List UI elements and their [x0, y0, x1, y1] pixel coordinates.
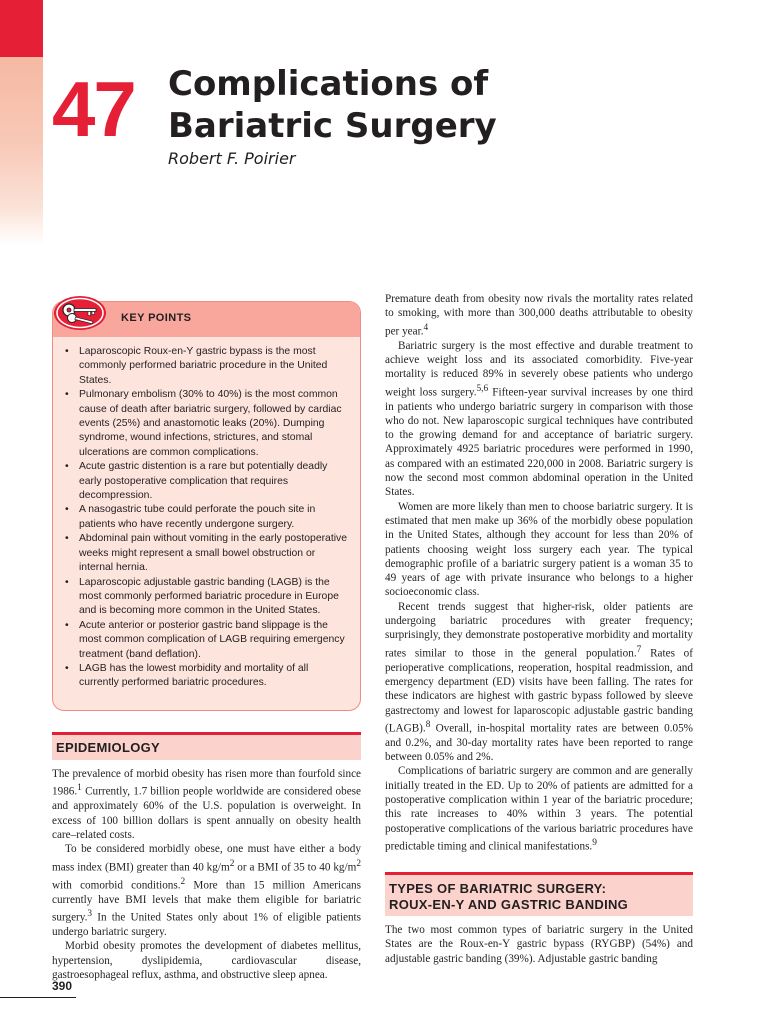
keys-icon [52, 294, 108, 332]
left-column-body [52, 767, 361, 982]
types-body [385, 923, 693, 966]
epidemiology-paragraph-3: Morbid obesity promotes the development of diabetes mellitus, hypertension, dyslipidemia, cardiovascular disease, gastroesophageal reflux, asthma, and obstructive sleep apnea. [52, 940, 361, 981]
corner-color-block [0, 0, 43, 57]
key-points-box [52, 301, 361, 711]
key-points-list [53, 337, 360, 691]
key-point-item: • A nasogastric tube could perforate the pouch site in patients who have recently undergone surgery. [63, 503, 350, 532]
right-paragraph-5: Complications of bariatric surgery are common and are generally initially treated in the ED. Up to 20% of patients are admitted for a postoperative complication within 1 year of the bariatric procedure; this rate increases to 40% within 3 years. The potential postoperative complications of the various bariatric procedures have predictable timing and clinical manifestations.$^9$ [385, 765, 693, 853]
author-name: Robert F. Poirier [168, 149, 296, 168]
right-paragraph-3: Women are more likely than men to choose bariatric surgery. It is estimated that men make up 36% of the morbidly obese population in the United States, although they account for less than 20% of patients choosing weight loss surgery each year. The typical demographic profile of a bariatric surgery patient is a woman 35 to 49 years of age with private insurance who belongs to a higher socioeconomic class. [385, 500, 693, 599]
page-number: 390 [52, 979, 73, 993]
right-paragraph-2: Bariatric surgery is the most effective and durable treatment to achieve weight loss and its associated comorbidity. Five-year mortality is reduced 89% in severely obese patients who undergo weight loss surgery.$^{5,6}$ Fifteen-year survival increases by one third in patients who undergo bariatric surgery in comparison with those who do not. New laparoscopic surgical techniques have contributed to the growing demand for and acceptance of bariatric surgery. Approximately 4925 bariatric procedures were performed in 1990, as compared with an estimated 220,000 in 2008. Bariatric surgery is now the second most common abdominal operation in the United States. [385, 339, 693, 499]
right-column-body [385, 292, 693, 854]
key-point-item: • Acute gastric distention is a rare but potentially deadly early postoperative complication that requires decompression. [63, 460, 350, 503]
key-point-item: • Laparoscopic adjustable gastric banding (LAGB) is the most commonly performed bariatric procedure in Europe and is becoming more common in the United States. [63, 576, 350, 619]
right-paragraph-4: Recent trends suggest that higher-risk, older patients are undergoing bariatric procedures with greater frequency; surprisingly, they demonstrate postoperative morbidity and mortality rates similar to those in the general population.$^7$ Rates of perioperative complications, reoperation, hospital readmission, and emergency department (ED) visits have been falling. The rates for these indicators are highest with gastric bypass followed by sleeve gastrectomy and lowest for laparoscopic adjustable gastric banding (LAGB).$^8$ Overall, in-hospital mortality rates are between 0.05% and 0.2%, and 30-day mortality rates have been reported to range between 0.05% and 2%. [385, 600, 693, 764]
epidemiology-heading: EPIDEMIOLOGY [52, 732, 361, 760]
epidemiology-paragraph-2: To be considered morbidly obese, one must have either a body mass index (BMI) greater than 40 $kg/m^2$ or a BMI of 35 to 40 $kg/m^2$ with comorbid conditions.$^2$ More than 15 million Americans currently have BMI levels that make them eligible for bariatric surgery.$^3$ In the United States only about 1% of eligible patients undergo bariatric surgery. [52, 843, 361, 938]
epidemiology-paragraph-1: The prevalence of morbid obesity has risen more than fourfold since 1986.$^1$ Currently, 1.7 billion people worldwide are considered obese and approximately 60% of the U.S. population is overweight. In excess of 100 billion dollars is spent annually on obesity health care–related costs. [52, 768, 361, 841]
key-point-item: • LAGB has the lowest morbidity and mortality of all currently performed bariatric procedures. [63, 662, 350, 691]
side-gradient-band [0, 57, 43, 245]
chapter-title-line-1: Complications of [168, 64, 489, 104]
types-heading [385, 872, 693, 916]
chapter-title [168, 63, 497, 147]
types-heading-line-1: TYPES OF BARIATRIC SURGERY: [389, 881, 607, 896]
key-point-item: • Pulmonary embolism (30% to 40%) is the most common cause of death after bariatric surgery, followed by cardiac events (25%) and anastomotic leaks (20%). Dumping syndrome, wound infections, strictures, and stomal ulcerations are common complications. [63, 388, 350, 460]
types-heading-line-2: ROUX-EN-Y AND GASTRIC BANDING [389, 897, 629, 912]
right-paragraph-1: Premature death from obesity now rivals the mortality rates related to smoking, with more than 300,000 deaths attributable to obesity per year.$^4$ [385, 293, 693, 338]
chapter-number: 47 [52, 65, 135, 153]
types-paragraph-1: The two most common types of bariatric surgery in the United States are the Roux-en-Y gastric bypass (RYGBP) (54%) and adjustable gastric banding (39%). Adjustable gastric banding [385, 924, 693, 965]
key-points-title: KEY POINTS [121, 312, 192, 324]
key-point-item: • Abdominal pain without vomiting in the early postoperative weeks might represent a small bowel obstruction or internal hernia. [63, 532, 350, 575]
key-point-item: • Laparoscopic Roux-en-Y gastric bypass is the most commonly performed bariatric procedure in the United States. [63, 345, 350, 388]
key-point-item: • Acute anterior or posterior gastric band slippage is the most common complication of LAGB requiring emergency treatment (band deflation). [63, 619, 350, 662]
page-number-rule [0, 997, 76, 998]
chapter-title-line-2: Bariatric Surgery [168, 106, 497, 146]
